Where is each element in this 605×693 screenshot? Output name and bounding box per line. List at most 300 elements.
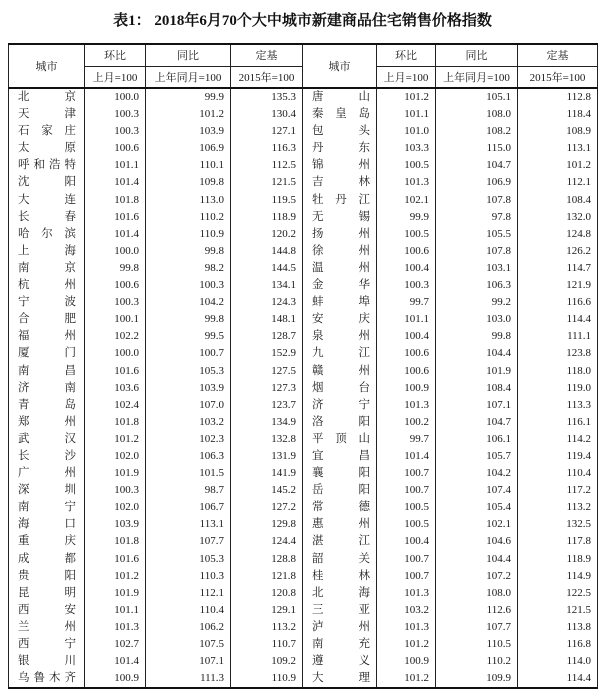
city-name: 安庆 bbox=[312, 313, 370, 326]
yoy-cell-right: 107.8 bbox=[436, 243, 518, 260]
yoy-cell-right: 105.1 bbox=[436, 88, 518, 106]
table-row bbox=[9, 465, 598, 482]
table-row bbox=[9, 568, 598, 585]
yoy-cell-right: 115.0 bbox=[436, 140, 518, 157]
table-row bbox=[9, 670, 598, 688]
yoy-cell-left: 103.2 bbox=[146, 414, 231, 431]
city-name: 广州 bbox=[18, 467, 76, 480]
city-cell-right bbox=[303, 636, 377, 653]
city-cell-right bbox=[303, 123, 377, 140]
table-row bbox=[9, 157, 598, 174]
city-name: 丹东 bbox=[312, 142, 370, 155]
yoy-cell-left: 101.2 bbox=[146, 106, 231, 123]
fixed-cell-right: 121.5 bbox=[566, 603, 591, 616]
mom-cell-right: 101.2 bbox=[377, 636, 436, 653]
mom-cell-right: 99.7 bbox=[377, 294, 436, 311]
fixed-cell-left: 113.2 bbox=[231, 619, 303, 636]
city-name: 大理 bbox=[312, 672, 370, 685]
city-cell-left bbox=[9, 653, 85, 670]
city-name: 唐山 bbox=[312, 91, 370, 103]
yoy-cell-right: 106.3 bbox=[436, 277, 518, 294]
city-name: 哈尔滨 bbox=[18, 227, 76, 240]
fixed-cell-right: 101.2 bbox=[566, 159, 591, 172]
fixed-header-left: 定基 bbox=[231, 44, 303, 66]
fixed-cell-left: 129.1 bbox=[231, 602, 303, 619]
city-name: 深圳 bbox=[18, 484, 76, 497]
fixed-cell-right: 117.2 bbox=[566, 484, 591, 497]
table-row bbox=[9, 448, 598, 465]
table-row bbox=[9, 243, 598, 260]
city-cell-left bbox=[9, 431, 85, 448]
fixed-cell-left: 134.1 bbox=[231, 277, 303, 294]
fixed-cell-right: 119.0 bbox=[566, 381, 591, 394]
yoy-cell-right: 106.9 bbox=[436, 174, 518, 191]
city-name: 郑州 bbox=[18, 415, 76, 428]
yoy-base-header-right: 上年同月=100 bbox=[436, 66, 518, 88]
city-cell-right bbox=[303, 140, 377, 157]
city-name: 赣州 bbox=[312, 364, 370, 377]
mom-cell-left: 103.9 bbox=[85, 516, 146, 533]
city-name: 厦门 bbox=[18, 347, 76, 360]
city-name: 泸州 bbox=[312, 620, 370, 633]
city-name: 大连 bbox=[18, 193, 76, 206]
fixed-cell-right: 118.0 bbox=[566, 364, 591, 377]
fixed-cell-right: 114.4 bbox=[566, 313, 591, 326]
yoy-cell-right: 105.7 bbox=[436, 448, 518, 465]
city-name: 兰州 bbox=[18, 620, 76, 633]
mom-cell-left: 101.6 bbox=[85, 209, 146, 226]
yoy-cell-left: 103.9 bbox=[146, 380, 231, 397]
fixed-cell-left: 135.3 bbox=[231, 88, 303, 106]
city-name: 乌鲁木齐 bbox=[18, 672, 76, 685]
table-header bbox=[9, 44, 598, 88]
fixed-cell-right: 110.4 bbox=[566, 467, 591, 480]
yoy-header-left: 同比 bbox=[146, 44, 231, 66]
mom-header-left: 环比 bbox=[85, 44, 146, 66]
yoy-cell-right: 106.1 bbox=[436, 431, 518, 448]
table-row bbox=[9, 636, 598, 653]
mom-cell-right: 101.1 bbox=[377, 106, 436, 123]
city-name: 银川 bbox=[18, 655, 76, 668]
city-name: 秦皇岛 bbox=[312, 108, 370, 121]
city-cell-right bbox=[303, 619, 377, 636]
city-name: 西安 bbox=[18, 603, 76, 616]
yoy-cell-left: 105.3 bbox=[146, 363, 231, 380]
table-body bbox=[9, 88, 598, 688]
city-cell-right bbox=[303, 277, 377, 294]
fixed-cell-left: 132.8 bbox=[231, 431, 303, 448]
city-cell-right bbox=[303, 157, 377, 174]
yoy-cell-left: 102.3 bbox=[146, 431, 231, 448]
fixed-cell-left: 141.9 bbox=[231, 465, 303, 482]
mom-cell-right: 101.3 bbox=[377, 174, 436, 191]
yoy-cell-right: 107.1 bbox=[436, 397, 518, 414]
city-cell-right bbox=[303, 516, 377, 533]
fixed-cell-right: 112.1 bbox=[566, 176, 591, 189]
fixed-cell-left: 127.2 bbox=[231, 499, 303, 516]
city-cell-left bbox=[9, 157, 85, 174]
city-name: 上海 bbox=[18, 244, 76, 257]
fixed-cell-left: 121.5 bbox=[231, 174, 303, 191]
city-cell-right bbox=[303, 670, 377, 688]
city-cell-right bbox=[303, 174, 377, 191]
mom-cell-right: 100.3 bbox=[377, 277, 436, 294]
yoy-cell-left: 110.4 bbox=[146, 602, 231, 619]
fixed-cell-left: 120.2 bbox=[231, 226, 303, 243]
fixed-cell-left: 119.5 bbox=[231, 192, 303, 209]
city-cell-left bbox=[9, 533, 85, 550]
yoy-cell-left: 106.7 bbox=[146, 499, 231, 516]
table-row bbox=[9, 311, 598, 328]
fixed-cell-left: 145.2 bbox=[231, 482, 303, 499]
yoy-cell-left: 113.1 bbox=[146, 516, 231, 533]
city-name: 宁波 bbox=[18, 296, 76, 309]
city-cell-right bbox=[303, 106, 377, 123]
city-cell-right bbox=[303, 414, 377, 431]
city-name: 成都 bbox=[18, 552, 76, 565]
city-name: 岳阳 bbox=[312, 484, 370, 497]
yoy-cell-right: 108.2 bbox=[436, 123, 518, 140]
city-cell-right bbox=[303, 294, 377, 311]
mom-cell-right: 101.3 bbox=[377, 397, 436, 414]
table-row bbox=[9, 328, 598, 345]
yoy-cell-left: 112.1 bbox=[146, 585, 231, 602]
fixed-cell-left: 129.8 bbox=[231, 516, 303, 533]
city-cell-right bbox=[303, 192, 377, 209]
fixed-cell-right: 114.7 bbox=[566, 261, 591, 274]
city-name: 天津 bbox=[18, 108, 76, 121]
city-name: 南宁 bbox=[18, 501, 76, 514]
table-row bbox=[9, 533, 598, 550]
mom-cell-left: 101.1 bbox=[85, 602, 146, 619]
yoy-cell-right: 108.0 bbox=[436, 106, 518, 123]
mom-cell-left: 102.2 bbox=[85, 328, 146, 345]
yoy-cell-right: 104.4 bbox=[436, 345, 518, 362]
city-name: 沈阳 bbox=[18, 176, 76, 189]
mom-cell-right: 100.5 bbox=[377, 226, 436, 243]
city-cell-left bbox=[9, 482, 85, 499]
table-row bbox=[9, 363, 598, 380]
city-name: 桂林 bbox=[312, 569, 370, 582]
yoy-cell-left: 110.3 bbox=[146, 568, 231, 585]
mom-cell-left: 101.6 bbox=[85, 363, 146, 380]
city-cell-left bbox=[9, 499, 85, 516]
city-cell-right bbox=[303, 448, 377, 465]
city-name: 牡丹江 bbox=[312, 193, 370, 206]
fixed-base-header-right: 2015年=100 bbox=[518, 66, 598, 88]
fixed-cell-left: 152.9 bbox=[231, 345, 303, 362]
city-cell-left bbox=[9, 174, 85, 191]
table-row bbox=[9, 174, 598, 191]
city-name: 重庆 bbox=[18, 535, 76, 548]
yoy-base-header-left: 上年同月=100 bbox=[146, 66, 231, 88]
city-cell-right bbox=[303, 568, 377, 585]
yoy-cell-right: 110.5 bbox=[436, 636, 518, 653]
city-cell-right bbox=[303, 209, 377, 226]
city-cell-left bbox=[9, 448, 85, 465]
yoy-cell-left: 107.0 bbox=[146, 397, 231, 414]
fixed-cell-right: 108.9 bbox=[566, 125, 591, 138]
mom-cell-right: 100.7 bbox=[377, 568, 436, 585]
city-name: 长沙 bbox=[18, 449, 76, 462]
city-name: 惠州 bbox=[312, 518, 370, 531]
yoy-cell-right: 104.2 bbox=[436, 465, 518, 482]
city-name: 洛阳 bbox=[312, 415, 370, 428]
fixed-cell-right: 108.4 bbox=[566, 193, 591, 206]
city-cell-right bbox=[303, 499, 377, 516]
city-cell-left bbox=[9, 636, 85, 653]
mom-cell-left: 100.3 bbox=[85, 482, 146, 499]
yoy-cell-left: 105.3 bbox=[146, 551, 231, 568]
yoy-cell-right: 107.8 bbox=[436, 192, 518, 209]
city-cell-right bbox=[303, 345, 377, 362]
yoy-cell-left: 103.9 bbox=[146, 123, 231, 140]
mom-cell-left: 99.8 bbox=[85, 260, 146, 277]
mom-cell-right: 102.1 bbox=[377, 192, 436, 209]
table-title: 表1： 2018年6月70个大中城市新建商品住宅销售价格指数 bbox=[113, 13, 492, 29]
city-cell-left bbox=[9, 106, 85, 123]
table-row bbox=[9, 653, 598, 670]
fixed-cell-right: 119.4 bbox=[566, 449, 591, 462]
city-name: 北京 bbox=[18, 91, 76, 103]
fixed-cell-left: 120.8 bbox=[231, 585, 303, 602]
city-cell-right bbox=[303, 311, 377, 328]
mom-cell-left: 101.4 bbox=[85, 174, 146, 191]
mom-cell-left: 102.7 bbox=[85, 636, 146, 653]
mom-cell-right: 100.4 bbox=[377, 260, 436, 277]
fixed-cell-left: 128.7 bbox=[231, 328, 303, 345]
city-name: 福州 bbox=[18, 330, 76, 343]
yoy-cell-left: 107.5 bbox=[146, 636, 231, 653]
city-cell-left bbox=[9, 551, 85, 568]
city-cell-left bbox=[9, 670, 85, 688]
fixed-cell-right: 112.8 bbox=[566, 91, 591, 103]
fixed-cell-left: 121.8 bbox=[231, 568, 303, 585]
fixed-cell-right: 114.0 bbox=[566, 655, 591, 668]
fixed-cell-left: 124.4 bbox=[231, 533, 303, 550]
mom-cell-left: 101.8 bbox=[85, 533, 146, 550]
city-name: 武汉 bbox=[18, 432, 76, 445]
yoy-cell-right: 102.1 bbox=[436, 516, 518, 533]
table-row bbox=[9, 88, 598, 106]
table-row bbox=[9, 277, 598, 294]
fixed-cell-right: 113.2 bbox=[566, 501, 591, 514]
yoy-cell-left: 98.2 bbox=[146, 260, 231, 277]
mom-cell-left: 101.4 bbox=[85, 226, 146, 243]
yoy-cell-right: 107.7 bbox=[436, 619, 518, 636]
table-row bbox=[9, 619, 598, 636]
fixed-cell-right: 117.8 bbox=[566, 535, 591, 548]
mom-cell-right: 101.1 bbox=[377, 311, 436, 328]
fixed-cell-left: 131.9 bbox=[231, 448, 303, 465]
city-cell-left bbox=[9, 414, 85, 431]
mom-cell-left: 101.8 bbox=[85, 414, 146, 431]
city-cell-left bbox=[9, 585, 85, 602]
city-cell-left bbox=[9, 345, 85, 362]
table-row bbox=[9, 516, 598, 533]
mom-cell-left: 100.1 bbox=[85, 311, 146, 328]
fixed-header-right: 定基 bbox=[518, 44, 598, 66]
city-cell-left bbox=[9, 209, 85, 226]
city-name: 西宁 bbox=[18, 638, 76, 650]
mom-cell-right: 101.0 bbox=[377, 123, 436, 140]
city-cell-right bbox=[303, 465, 377, 482]
fixed-cell-right: 113.3 bbox=[566, 398, 591, 411]
city-cell-right bbox=[303, 533, 377, 550]
yoy-cell-left: 111.3 bbox=[146, 670, 231, 688]
yoy-cell-right: 104.6 bbox=[436, 533, 518, 550]
mom-cell-left: 101.8 bbox=[85, 192, 146, 209]
header-row-group bbox=[9, 44, 598, 66]
mom-cell-right: 100.5 bbox=[377, 516, 436, 533]
table-container bbox=[8, 43, 597, 689]
city-name: 杭州 bbox=[18, 279, 76, 292]
yoy-cell-right: 110.2 bbox=[436, 653, 518, 670]
yoy-cell-right: 103.0 bbox=[436, 311, 518, 328]
city-name: 昆明 bbox=[18, 586, 76, 599]
table-row bbox=[9, 345, 598, 362]
mom-cell-right: 100.7 bbox=[377, 551, 436, 568]
city-name: 合肥 bbox=[18, 313, 76, 326]
yoy-cell-right: 109.9 bbox=[436, 670, 518, 688]
table-row bbox=[9, 192, 598, 209]
city-cell-left bbox=[9, 192, 85, 209]
yoy-cell-left: 109.8 bbox=[146, 174, 231, 191]
mom-cell-right: 100.5 bbox=[377, 157, 436, 174]
mom-cell-right: 100.7 bbox=[377, 482, 436, 499]
fixed-cell-right: 111.1 bbox=[567, 330, 591, 343]
yoy-cell-left: 99.5 bbox=[146, 328, 231, 345]
fixed-cell-right: 126.2 bbox=[566, 244, 591, 257]
city-name: 宜昌 bbox=[312, 449, 370, 462]
fixed-cell-left: 148.1 bbox=[231, 311, 303, 328]
city-name: 贵阳 bbox=[18, 569, 76, 582]
fixed-cell-right: 116.8 bbox=[566, 638, 591, 650]
mom-cell-left: 101.4 bbox=[85, 653, 146, 670]
fixed-cell-right: 122.5 bbox=[566, 586, 591, 599]
city-cell-left bbox=[9, 397, 85, 414]
mom-cell-left: 101.1 bbox=[85, 157, 146, 174]
city-name: 济宁 bbox=[312, 398, 370, 411]
yoy-cell-left: 106.9 bbox=[146, 140, 231, 157]
fixed-cell-left: 112.5 bbox=[231, 157, 303, 174]
mom-cell-right: 99.9 bbox=[377, 209, 436, 226]
mom-cell-right: 100.4 bbox=[377, 328, 436, 345]
table-row bbox=[9, 585, 598, 602]
city-name: 南昌 bbox=[18, 364, 76, 377]
yoy-cell-right: 101.9 bbox=[436, 363, 518, 380]
city-name: 平顶山 bbox=[312, 432, 370, 445]
city-name: 南京 bbox=[18, 261, 76, 274]
yoy-cell-right: 108.0 bbox=[436, 585, 518, 602]
fixed-cell-left: 127.5 bbox=[231, 363, 303, 380]
city-cell-left bbox=[9, 568, 85, 585]
yoy-cell-right: 104.4 bbox=[436, 551, 518, 568]
mom-cell-right: 100.6 bbox=[377, 363, 436, 380]
city-name: 温州 bbox=[312, 261, 370, 274]
yoy-cell-left: 107.7 bbox=[146, 533, 231, 550]
yoy-cell-left: 99.9 bbox=[146, 88, 231, 106]
yoy-cell-left: 99.8 bbox=[146, 243, 231, 260]
mom-base-header-right: 上月=100 bbox=[377, 66, 436, 88]
table-row bbox=[9, 431, 598, 448]
city-name: 遵义 bbox=[312, 655, 370, 668]
city-cell-right bbox=[303, 431, 377, 448]
fixed-cell-right: 116.1 bbox=[566, 415, 591, 428]
city-name: 蚌埠 bbox=[312, 296, 370, 309]
mom-cell-left: 100.6 bbox=[85, 140, 146, 157]
city-cell-left bbox=[9, 294, 85, 311]
city-name: 烟台 bbox=[312, 381, 370, 394]
city-name: 襄阳 bbox=[312, 467, 370, 480]
table-row bbox=[9, 209, 598, 226]
city-name: 海口 bbox=[18, 518, 76, 531]
table-row bbox=[9, 123, 598, 140]
city-name: 吉林 bbox=[312, 176, 370, 189]
fixed-cell-right: 121.9 bbox=[566, 279, 591, 292]
city-name: 三亚 bbox=[312, 603, 370, 616]
fixed-cell-right: 116.6 bbox=[566, 296, 591, 309]
city-cell-left bbox=[9, 88, 85, 106]
city-name: 常德 bbox=[312, 501, 370, 514]
city-name: 扬州 bbox=[312, 227, 370, 240]
yoy-header-right: 同比 bbox=[436, 44, 518, 66]
fixed-cell-left: 144.8 bbox=[231, 243, 303, 260]
city-cell-left bbox=[9, 226, 85, 243]
city-name: 湛江 bbox=[312, 535, 370, 548]
city-cell-right bbox=[303, 482, 377, 499]
mom-cell-left: 102.0 bbox=[85, 448, 146, 465]
city-cell-right bbox=[303, 551, 377, 568]
yoy-cell-left: 99.8 bbox=[146, 311, 231, 328]
table-row bbox=[9, 551, 598, 568]
fixed-cell-left: 123.7 bbox=[231, 397, 303, 414]
table-row bbox=[9, 226, 598, 243]
city-header-left: 城市 bbox=[9, 44, 85, 88]
city-name: 锦州 bbox=[312, 159, 370, 172]
city-name: 金华 bbox=[312, 279, 370, 292]
mom-cell-left: 103.6 bbox=[85, 380, 146, 397]
city-cell-left bbox=[9, 328, 85, 345]
city-cell-left bbox=[9, 277, 85, 294]
mom-cell-left: 101.6 bbox=[85, 551, 146, 568]
mom-cell-left: 100.6 bbox=[85, 277, 146, 294]
mom-cell-left: 101.2 bbox=[85, 431, 146, 448]
table-row bbox=[9, 294, 598, 311]
city-cell-left bbox=[9, 260, 85, 277]
fixed-cell-left: 110.9 bbox=[231, 670, 303, 688]
city-cell-right bbox=[303, 226, 377, 243]
city-name: 徐州 bbox=[312, 244, 370, 257]
fixed-cell-left: 130.4 bbox=[231, 106, 303, 123]
mom-cell-right: 101.4 bbox=[377, 448, 436, 465]
fixed-cell-left: 118.9 bbox=[231, 209, 303, 226]
city-cell-right bbox=[303, 653, 377, 670]
fixed-cell-left: 134.9 bbox=[231, 414, 303, 431]
yoy-cell-right: 112.6 bbox=[436, 602, 518, 619]
yoy-cell-right: 107.4 bbox=[436, 482, 518, 499]
mom-cell-right: 100.6 bbox=[377, 243, 436, 260]
city-cell-right bbox=[303, 363, 377, 380]
mom-cell-left: 100.0 bbox=[85, 243, 146, 260]
city-cell-right bbox=[303, 260, 377, 277]
fixed-cell-right: 118.4 bbox=[566, 108, 591, 121]
city-cell-right bbox=[303, 397, 377, 414]
fixed-cell-left: 144.5 bbox=[231, 260, 303, 277]
yoy-cell-right: 105.5 bbox=[436, 226, 518, 243]
mom-cell-right: 103.3 bbox=[377, 140, 436, 157]
fixed-cell-left: 109.2 bbox=[231, 653, 303, 670]
